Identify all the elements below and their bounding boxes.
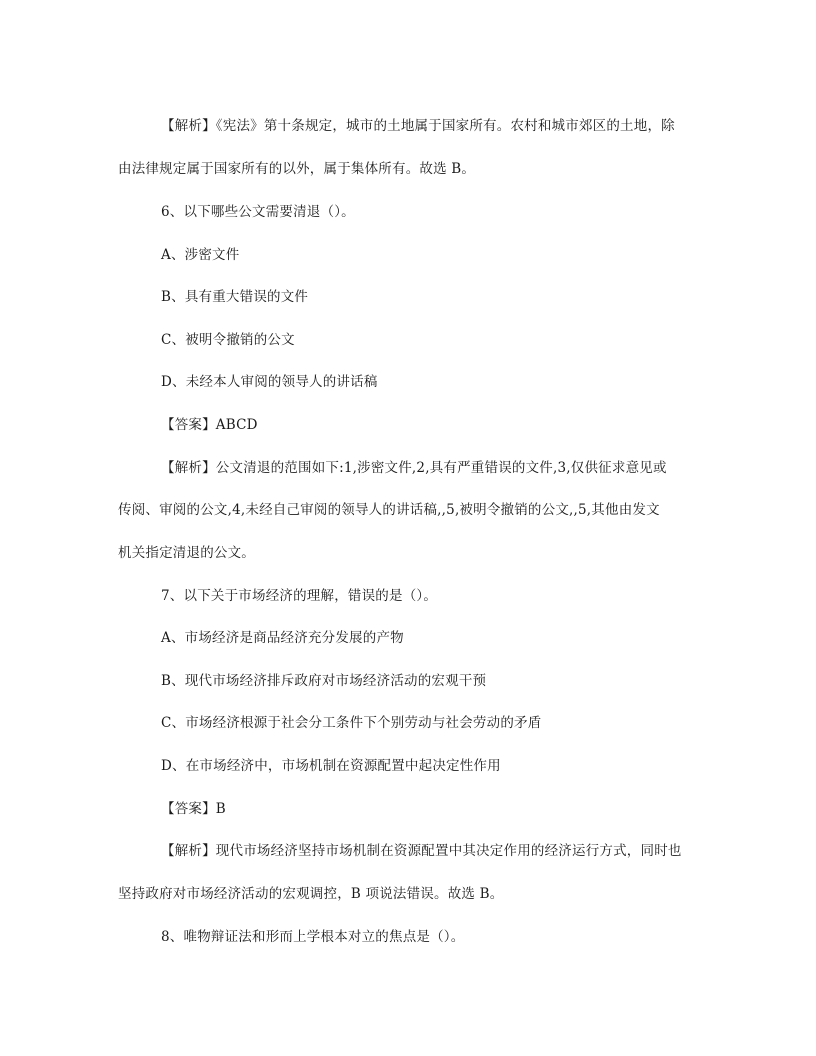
q6-explanation-line-3: 机关指定清退的公文。 <box>118 545 255 561</box>
q5-explanation-line-1: 【解析】《宪法》第十条规定，城市的土地属于国家所有。农村和城市郊区的土地，除 <box>161 118 675 134</box>
q7-explanation-line-1: 【解析】现代市场经济坚持市场机制在资源配置中其决定作用的经济运行方式，同时也 <box>161 843 682 859</box>
q7-option-b: B、现代市场经济排斥政府对市场经济活动的宏观干预 <box>161 673 487 689</box>
q6-option-b: B、具有重大错误的文件 <box>161 289 309 305</box>
q6-option-a: A、涉密文件 <box>161 247 240 263</box>
q6-answer: 【答案】ABCD <box>161 417 258 433</box>
q6-explanation-line-1: 【解析】公文清退的范围如下:1,涉密文件,2,具有严重错误的文件,3,仅供征求意见或 <box>161 460 667 476</box>
q7-question: 7、以下关于市场经济的理解，错误的是（）。 <box>161 588 438 604</box>
q8-question: 8、唯物辩证法和形而上学根本对立的焦点是（）。 <box>161 929 465 945</box>
q7-option-a: A、市场经济是商品经济充分发展的产物 <box>161 630 404 646</box>
q7-option-d: D、在市场经济中，市场机制在资源配置中起决定性作用 <box>161 758 501 774</box>
q6-explanation-line-2: 传阅、审阅的公文,4,未经自己审阅的领导人的讲话稿,,5,被明令撤销的公文,,5,其他由发文 <box>118 502 660 518</box>
q7-answer: 【答案】B <box>161 801 226 817</box>
q5-explanation-line-2: 由法律规定属于国家所有的以外，属于集体所有。故选 B。 <box>118 161 476 177</box>
q6-question: 6、以下哪些公文需要清退（）。 <box>161 204 355 220</box>
q6-option-d: D、未经本人审阅的领导人的讲话稿 <box>161 374 378 390</box>
q6-option-c: C、被明令撤销的公文 <box>161 332 295 348</box>
q7-explanation-line-2: 坚持政府对市场经济活动的宏观调控，B 项说法错误。故选 B。 <box>118 886 504 902</box>
q7-option-c: C、市场经济根源于社会分工条件下个别劳动与社会劳动的矛盾 <box>161 715 542 731</box>
